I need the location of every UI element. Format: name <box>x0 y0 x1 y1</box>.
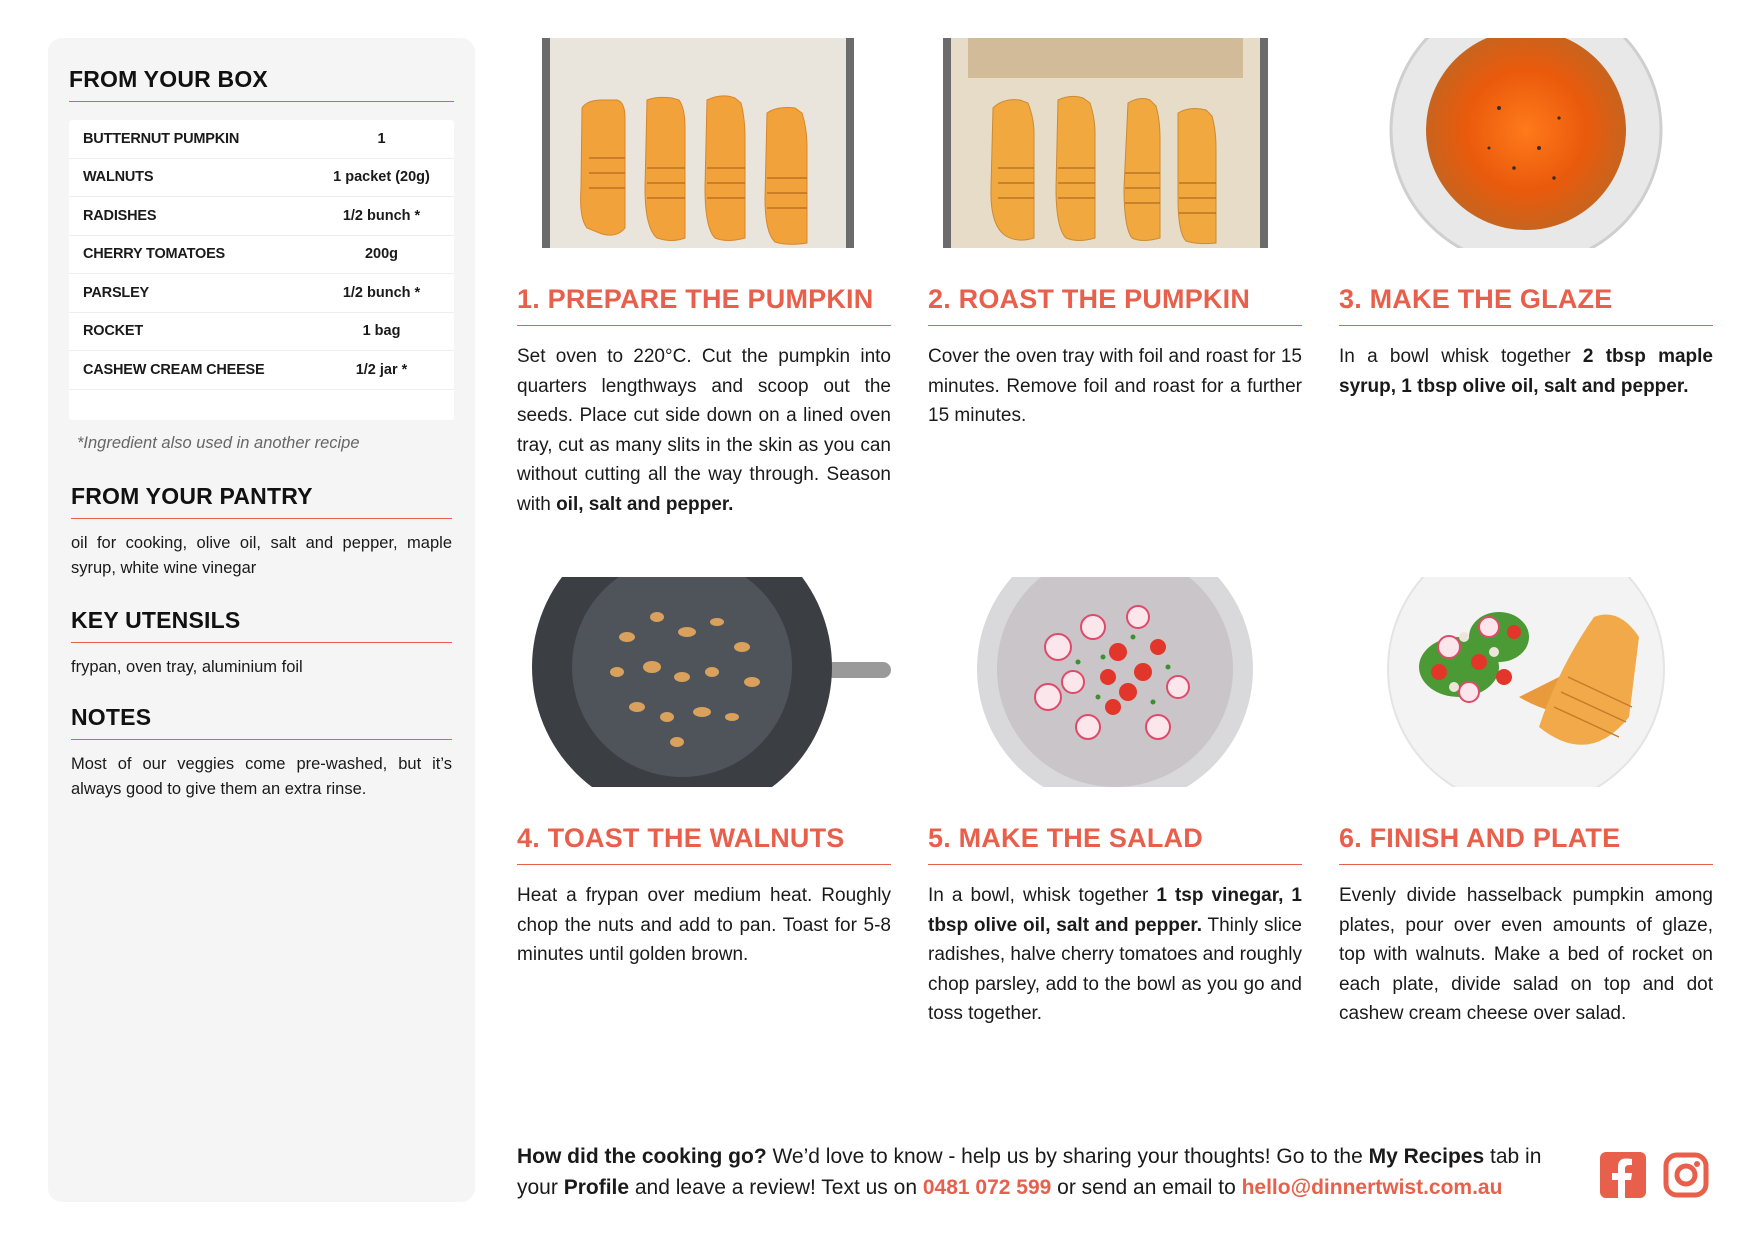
ingredient-row <box>69 159 454 198</box>
ingredient-row <box>69 197 454 236</box>
notes-section <box>69 704 454 802</box>
step-3-text: In a bowl whisk together 2 tbsp maple syrup, 1 tbsp olive oil, salt and pepper. <box>1339 346 1713 397</box>
ingredient-qty: 1/2 jar * <box>355 361 408 378</box>
ingredient-row <box>69 236 454 275</box>
ingredient-name: CASHEW CREAM CHEESE <box>83 361 265 378</box>
step-6-text: Evenly divide hasselback pumpkin among plates, pour over even amounts of glaze, top with walnuts. Make a bed of rocket on each plate, divide salad on top and dot cashew cream cheese over salad. <box>1339 885 1713 1024</box>
ingredient-row <box>69 120 454 159</box>
step-2-title: 2. ROAST THE PUMPKIN <box>928 284 1302 326</box>
ingredient-qty: 1/2 bunch * <box>342 284 421 301</box>
step-2-photo <box>928 38 1302 248</box>
step-5 <box>928 577 1302 1029</box>
email-link[interactable]: hello@dinnertwist.com.au <box>1241 1176 1503 1199</box>
pantry-text: oil for cooking, olive oil, salt and pepper, maple syrup, white wine vinegar <box>71 533 452 577</box>
step-1-photo <box>517 38 891 248</box>
step-5-text: In a bowl, whisk together 1 tsp vinegar, 1 tbsp olive oil, salt and pepper. Thinly slice radishes, halve cherry tomatoes and roughly chop parsley, add to the bowl as you go and toss together. <box>928 885 1302 1024</box>
box-title: FROM YOUR BOX <box>69 66 454 102</box>
ingredient-row <box>69 351 454 390</box>
ingredient-name: ROCKET <box>83 323 144 340</box>
social-links <box>1600 1152 1709 1198</box>
step-1-title: 1. PREPARE THE PUMPKIN <box>517 284 891 326</box>
facebook-icon[interactable] <box>1600 1152 1646 1198</box>
step-4-text: Heat a frypan over medium heat. Roughly chop the nuts and add to pan. Toast for 5-8 minutes until golden brown. <box>517 885 891 965</box>
step-3-title: 3. MAKE THE GLAZE <box>1339 284 1713 326</box>
ingredient-name: BUTTERNUT PUMPKIN <box>83 130 240 147</box>
ingredient-qty: 1 packet (20g) <box>333 169 430 186</box>
step-1-text: Set oven to 220°C. Cut the pumpkin into quarters lengthways and scoop out the seeds. Place cut side down on a lined oven tray, cut as many slits in the skin as you can without cutting all the way through. Season with oil, salt and pepper. <box>517 346 891 515</box>
ingredient-qty: 1 <box>377 130 386 147</box>
step-6-title: 6. FINISH AND PLATE <box>1339 823 1713 865</box>
step-4-title: 4. TOAST THE WALNUTS <box>517 823 891 865</box>
step-3-photo <box>1339 38 1713 248</box>
utensils-title: KEY UTENSILS <box>71 607 452 643</box>
ingredient-row <box>69 313 454 352</box>
step-3 <box>1339 38 1713 401</box>
ingredient-qty: 1 bag <box>362 323 401 340</box>
ingredient-qty: 200g <box>364 246 399 263</box>
step-5-title: 5. MAKE THE SALAD <box>928 823 1302 865</box>
notes-title: NOTES <box>71 704 452 740</box>
phone-link[interactable]: 0481 072 599 <box>922 1176 1052 1199</box>
utensils-section <box>69 607 454 680</box>
ingredient-name: RADISHES <box>83 207 157 224</box>
step-2-text: Cover the oven tray with foil and roast for 15 minutes. Remove foil and roast for a further 15 minutes. <box>928 346 1302 426</box>
ingredient-qty: 1/2 bunch * <box>342 207 421 224</box>
step-4 <box>517 577 891 970</box>
step-5-photo <box>928 577 1302 787</box>
ingredient-name: PARSLEY <box>83 284 150 301</box>
ingredient-footnote: *Ingredient also used in another recipe <box>77 433 360 452</box>
pantry-title: FROM YOUR PANTRY <box>71 483 452 519</box>
pantry-section <box>69 483 454 581</box>
notes-text: Most of our veggies come pre-washed, but it’s always good to give them an extra rinse. <box>71 754 452 798</box>
step-6 <box>1339 577 1713 1029</box>
instagram-icon[interactable] <box>1663 1152 1709 1198</box>
step-2 <box>928 38 1302 431</box>
ingredient-name: CHERRY TOMATOES <box>83 246 226 263</box>
feedback-footer: How did the cooking go? We’d love to know - help us by sharing your thoughts! Go to the My Recipes tab in your Profile and leave a review! Text us on 0481 072 599 or send an email to hello@dinnertwist.com.au <box>517 1145 1542 1199</box>
step-4-photo <box>517 577 891 787</box>
utensils-text: frypan, oven tray, aluminium foil <box>71 657 303 676</box>
ingredient-table <box>69 120 454 420</box>
step-1 <box>517 38 891 519</box>
ingredient-row <box>69 274 454 313</box>
sidebar <box>48 38 475 1202</box>
step-6-photo <box>1339 577 1713 787</box>
ingredient-name: WALNUTS <box>83 169 154 186</box>
